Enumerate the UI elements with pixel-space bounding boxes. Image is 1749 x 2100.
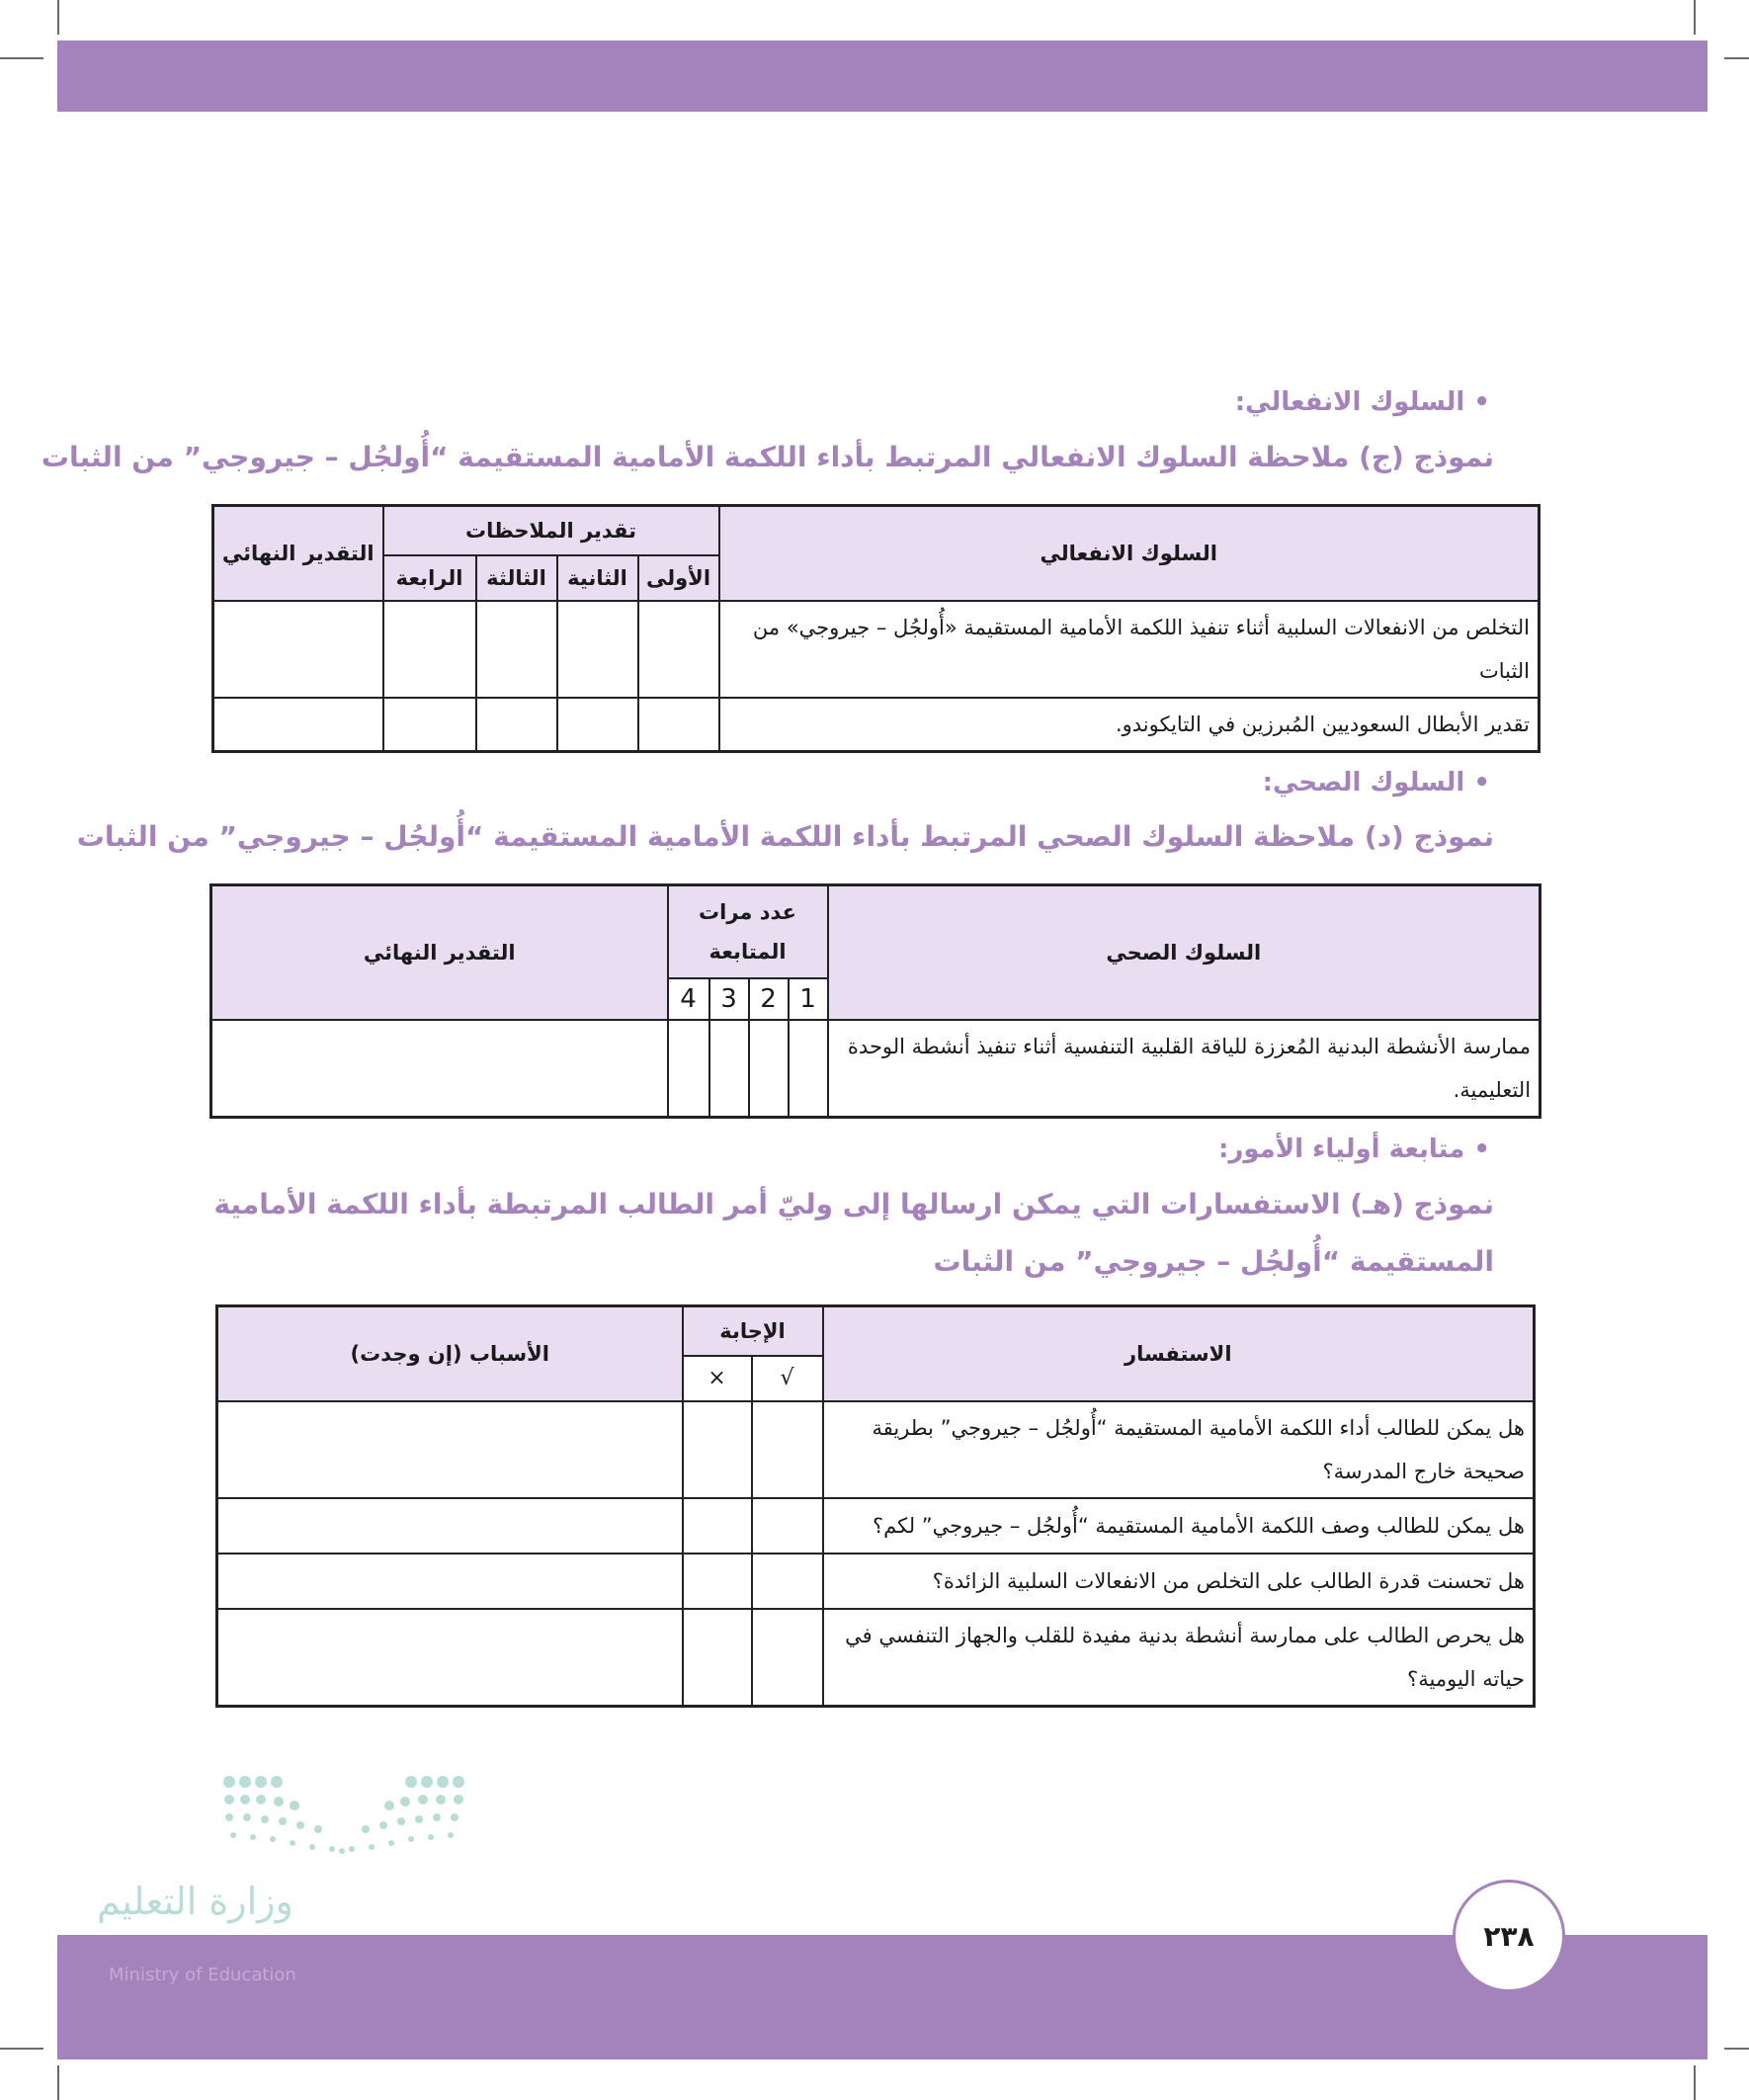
header-reasons: الأسباب (إن وجدت) (217, 1306, 683, 1401)
empty-cell (476, 601, 557, 698)
empty-cell (383, 698, 476, 752)
header-band (57, 41, 1707, 112)
header-final: التقدير النهائي (211, 885, 668, 1021)
header-count: عدد مرات المتابعة (668, 885, 828, 979)
section-heading-parents: • متابعة أولياء الأمور: (1218, 1134, 1490, 1164)
header-observations: تقدير الملاحظات (383, 506, 719, 555)
page-number: ٢٣٨ (1453, 1880, 1565, 1992)
subheader-4: الرابعة (383, 555, 476, 601)
empty-cell (217, 1554, 683, 1609)
table-row: ممارسة الأنشطة البدنية المُعززة للياقة القلبية التنفسية أثناء تنفيذ أنشطة الوحدة التعليمية. (828, 1020, 1541, 1118)
ministry-logo-text: وزارة التعليم (97, 1880, 293, 1923)
empty-cell (752, 1401, 823, 1498)
crop-mark (1724, 2048, 1749, 2050)
crop-mark (0, 2048, 43, 2050)
empty-cell (211, 1020, 668, 1118)
header-behavior: السلوك الصحي (828, 885, 1541, 1021)
crop-mark (57, 0, 59, 35)
crop-mark (1724, 57, 1749, 59)
crop-mark (1694, 0, 1696, 35)
subheader-4: 4 (668, 978, 709, 1020)
empty-cell (383, 601, 476, 698)
empty-cell (683, 1554, 752, 1609)
table-row: التخلص من الانفعالات السلبية أثناء تنفيذ اللكمة الأمامية المستقيمة «أُولجُل – جيروجي» من الثبات (719, 601, 1540, 698)
table-row: تقدير الأبطال السعوديين المُبرزين في التايكوندو. (719, 698, 1540, 752)
subheader-2: 2 (749, 978, 789, 1020)
empty-cell (668, 1020, 709, 1118)
header-answer: الإجابة (683, 1306, 823, 1356)
empty-cell (638, 698, 719, 752)
empty-cell (749, 1020, 789, 1118)
header-final: التقدير النهائي (213, 506, 383, 601)
table-row: هل تحسنت قدرة الطالب على التخلص من الانفعالات السلبية الزائدة؟ (823, 1554, 1535, 1609)
emotional-table (211, 504, 1541, 753)
empty-cell (557, 698, 638, 752)
crop-mark (57, 2065, 59, 2100)
empty-cell (683, 1401, 752, 1498)
empty-cell (709, 1020, 749, 1118)
form-title-e: نموذج (هـ) الاستفسارات التي يمكن ارسالها إلى وليّ أمر الطالب المرتبطة بأداء اللكمة الأمامية المستقيمة “أُولجُل – جيروجي” من الثبات (213, 1188, 1494, 1278)
subheader-1: 1 (789, 978, 828, 1020)
subheader-2: الثانية (557, 555, 638, 601)
empty-cell (752, 1609, 823, 1707)
cross-mark-header: × (683, 1356, 752, 1401)
table-row: هل يمكن للطالب أداء اللكمة الأمامية المستقيمة “أُولجُل – جيروجي” بطريقة صحيحة خارج المدرسة؟ (823, 1401, 1535, 1498)
empty-cell (557, 601, 638, 698)
table-row: هل يمكن للطالب وصف اللكمة الأمامية المستقيمة “أُولجُل – جيروجي” لكم؟ (823, 1498, 1535, 1554)
empty-cell (752, 1554, 823, 1609)
empty-cell (638, 601, 719, 698)
empty-cell (752, 1498, 823, 1554)
check-mark-header: √ (752, 1356, 823, 1401)
subheader-3: الثالثة (476, 555, 557, 601)
crop-mark (1694, 2065, 1696, 2100)
header-query: الاستفسار (823, 1306, 1535, 1401)
crop-mark (0, 57, 43, 59)
empty-cell (683, 1609, 752, 1707)
subheader-1: الأولى (638, 555, 719, 601)
empty-cell (213, 698, 383, 752)
section-heading-emotional: • السلوك الانفعالي: (1234, 387, 1490, 417)
empty-cell (476, 698, 557, 752)
parents-table (215, 1304, 1536, 1708)
section-heading-health: • السلوك الصحي: (1262, 768, 1490, 798)
empty-cell (217, 1401, 683, 1498)
empty-cell (217, 1609, 683, 1707)
empty-cell (213, 601, 383, 698)
header-behavior: السلوك الانفعالي (719, 506, 1540, 601)
table-row: هل يحرص الطالب على ممارسة أنشطة بدنية مفيدة للقلب والجهاز التنفسي في حياته اليومية؟ (823, 1609, 1535, 1707)
empty-cell (789, 1020, 828, 1118)
empty-cell (683, 1498, 752, 1554)
health-table (209, 883, 1541, 1119)
subheader-3: 3 (709, 978, 749, 1020)
empty-cell (217, 1498, 683, 1554)
ministry-logo-subtext: Ministry of Education (109, 1965, 296, 1985)
form-title-d: نموذج (د) ملاحظة السلوك الصحي المرتبط بأداء اللكمة الأمامية المستقيمة “أُولجُل – جيروجي” من الثبات (76, 820, 1494, 853)
form-title-c: نموذج (ج) ملاحظة السلوك الانفعالي المرتبط بأداء اللكمة الأمامية المستقيمة “أُولجُل – جيروجي” من الثبات (41, 441, 1494, 473)
